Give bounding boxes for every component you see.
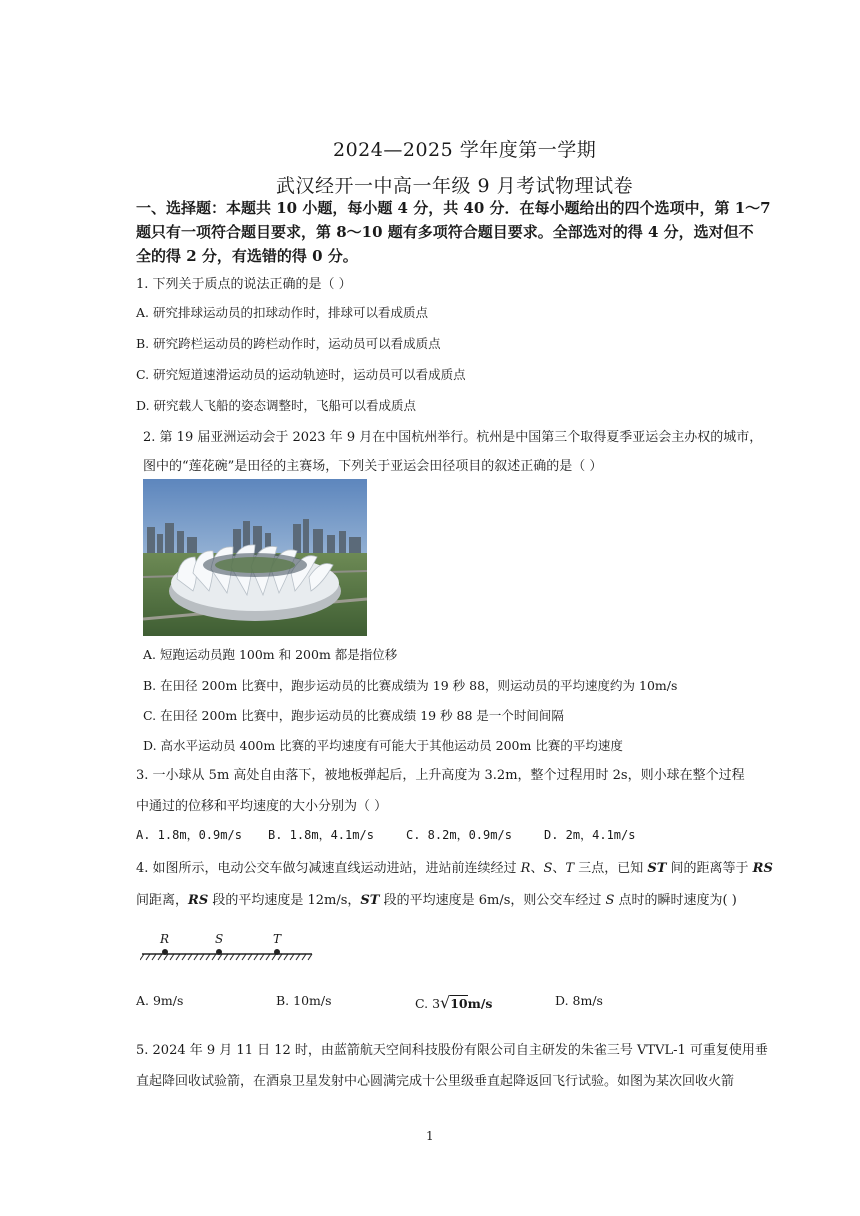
q4-point-s: S: [543, 861, 553, 876]
q1-stem: 1. 下列关于质点的说法正确的是（ ）: [136, 277, 352, 292]
point-r-dot: [162, 949, 168, 955]
point-t-dot: [274, 949, 280, 955]
q4-option-d: D. 8m/s: [555, 993, 603, 1008]
q4-stem-line2: [136, 889, 737, 908]
section-instruction-line3: 全的得 2 分，有选错的得 0 分。: [136, 247, 358, 265]
q4-option-a: A. 9m/s: [136, 993, 184, 1008]
q4-text-4: 间距离，: [136, 893, 189, 908]
q4-point-s-2: S: [605, 893, 615, 908]
q1-option-a: A. 研究排球运动员的扣球动作时，排球可以看成质点: [136, 305, 428, 320]
stadium-photo: [143, 479, 367, 636]
section-instruction-line2: 题只有一项符合题目要求，第 8～10 题有多项符合题目要求。全部选对的得 4 分，选对但不: [136, 223, 754, 241]
q4-option-b: B. 10m/s: [276, 993, 332, 1008]
q3-option-c: C. 8.2m，0.9m/s: [406, 828, 512, 842]
q4-segment-rs-2: RS: [188, 893, 209, 908]
q2-option-a: A. 短跑运动员跑 100m 和 200m 都是指位移: [143, 647, 398, 662]
fig-label-s: S: [215, 932, 224, 946]
q4-text-7: 点时的瞬时速度为( ): [614, 893, 737, 908]
q4-option-c: [415, 993, 492, 1012]
page-number: 1: [426, 1129, 434, 1143]
fig-label-r: R: [160, 932, 170, 946]
q2-stem-line2: 图中的“莲花碗”是田径的主赛场，下列关于亚运会田径项目的叙述正确的是（ ）: [143, 459, 603, 474]
q4-text-2: 三点，已知: [574, 861, 648, 876]
point-s-dot: [216, 949, 222, 955]
q2-option-c: C. 在田径 200m 比赛中，跑步运动员的比赛成绩 19 秒 88 是一个时间间隔: [143, 708, 564, 723]
q1-option-b: B. 研究跨栏运动员的跨栏动作时，运动员可以看成质点: [136, 336, 441, 351]
q3-option-b: B. 1.8m，4.1m/s: [268, 828, 374, 842]
q3-option-a: A. 1.8m，0.9m/s: [136, 828, 242, 842]
q4-segment-st: ST: [647, 861, 667, 876]
q4-segment-rs: RS: [752, 861, 773, 876]
q4-sep-1: 、: [530, 861, 544, 876]
q4-point-r: R: [520, 861, 531, 876]
q4-point-t: T: [565, 861, 575, 876]
q4-sep-2: 、: [552, 861, 566, 876]
title-line1: 2024—2025 学年度第一学期: [333, 139, 597, 161]
q4-option-c-prefix: C. 3: [415, 996, 441, 1011]
q4-option-c-unit: m/s: [467, 996, 493, 1011]
q4-text-1: 4. 如图所示，电动公交车做匀减速直线运动进站，进站前连续经过: [136, 861, 521, 876]
q5-line2: 直起降回收试验箭，在酒泉卫星发射中心圆满完成十公里级垂直起降返回飞行试验。如图为某次回收火箭: [136, 1074, 735, 1089]
q1-option-c: C. 研究短道速滑运动员的运动轨迹时，运动员可以看成质点: [136, 367, 466, 382]
q3-stem-line2: 中通过的位移和平均速度的大小分别为（ ）: [136, 799, 388, 814]
q5-line1: 5. 2024 年 9 月 11 日 12 时，由蓝箭航天空间科技股份有限公司自主研发的朱雀三号 VTVL-1 可重复使用垂: [136, 1043, 768, 1058]
q2-option-d: D. 高水平运动员 400m 比赛的平均速度有可能大于其他运动员 200m 比赛的平均速度: [143, 738, 623, 753]
q4-text-5: 段的平均速度是 12m/s，: [208, 893, 361, 908]
q4-stem-line1: [136, 857, 773, 876]
q4-option-c-radicand: 10: [450, 996, 468, 1011]
q4-text-3: 间的距离等于: [666, 861, 753, 876]
sqrt-sign-icon: √: [440, 993, 451, 1012]
q1-option-d: D. 研究载人飞船的姿态调整时，飞船可以看成质点: [136, 398, 417, 413]
q3-stem-line1: 3. 一小球从 5m 高处自由落下，被地板弹起后，上升高度为 3.2m，整个过程用时 2s，则小球在整个过程: [136, 768, 745, 783]
q2-stem-line1: 2. 第 19 届亚洲运动会于 2023 年 9 月在中国杭州举行。杭州是中国第三个取得夏季亚运会主办权的城市，: [143, 430, 763, 445]
q3-option-d: D. 2m，4.1m/s: [544, 828, 636, 842]
title-line2: 武汉经开一中高一年级 9 月考试物理试卷: [276, 175, 634, 197]
fig-label-t: T: [273, 932, 282, 946]
q4-text-6: 段的平均速度是 6m/s，则公交车经过: [379, 893, 606, 908]
section-instruction-line1: 一、选择题：本题共 10 小题，每小题 4 分，共 40 分．在每小题给出的四个选项中，第 1～7: [136, 199, 771, 217]
q2-option-b: B. 在田径 200m 比赛中，跑步运动员的比赛成绩为 19 秒 88，则运动员的平均速度约为 10m/s: [143, 678, 678, 693]
q4-segment-st-2: ST: [360, 893, 380, 908]
